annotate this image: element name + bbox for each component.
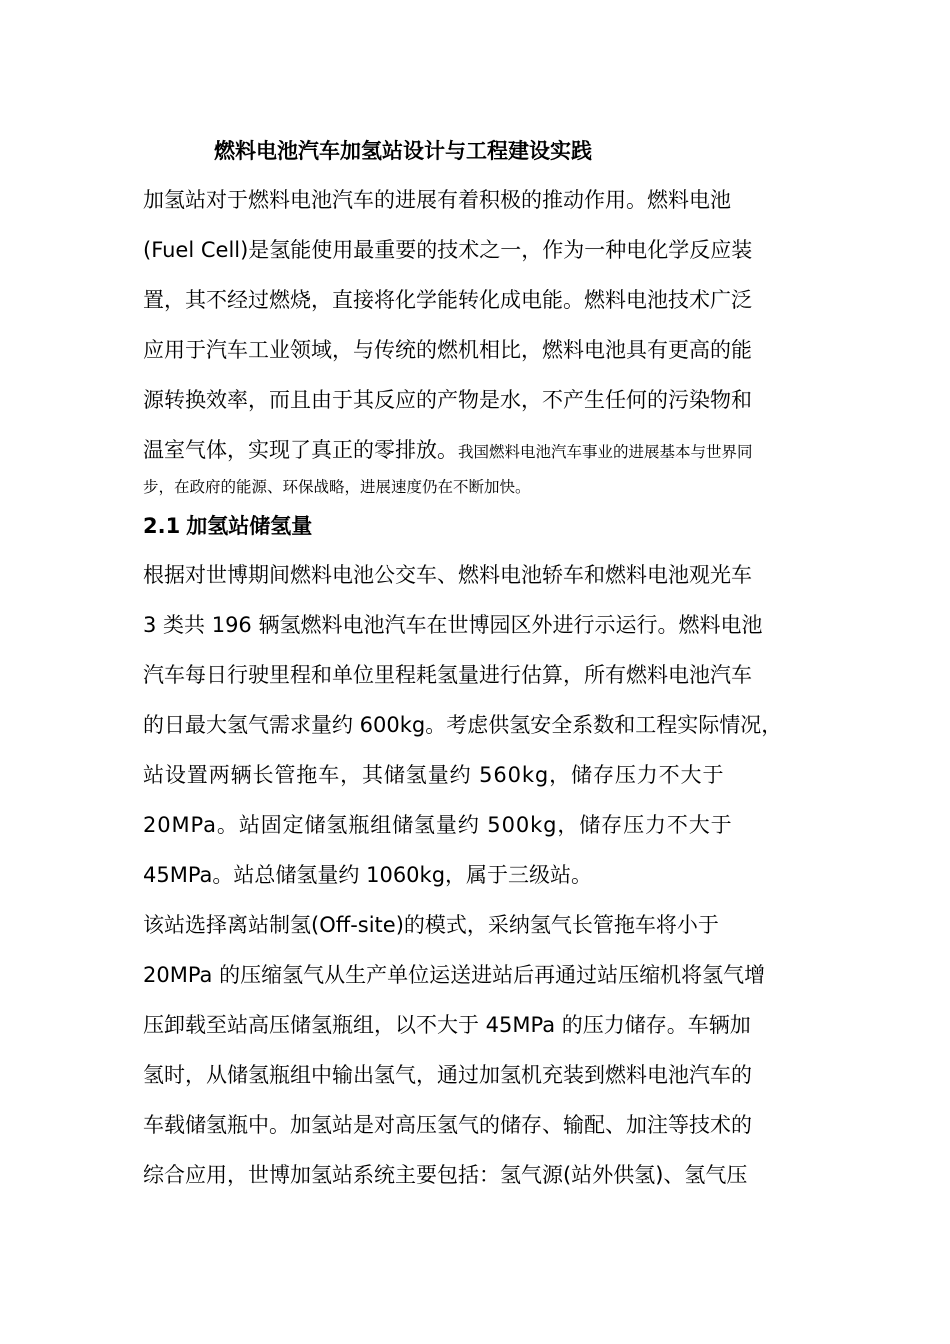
section-title: 加氢站储氢量 [186,514,313,538]
paragraph-line: 加氢站对于燃料电池汽车的进展有着积极的推动作用。燃料电池 [143,188,731,212]
paragraph-line: 源转换效率，而且由于其反应的产物是水，不产生任何的污染物和 [143,388,752,412]
paragraph-line: 的日最大氢气需求量约 600kg。考虑供氢安全系数和工程实际情况， [143,713,783,737]
paragraph-line: 根据对世博期间燃料电池公交车、燃料电池轿车和燃料电池观光车 [143,563,752,587]
paragraph-line: 置，其不经过燃烧，直接将化学能转化成电能。燃料电池技术广泛 [143,288,752,312]
paragraph-line: (Fuel Cell)是氢能使用最重要的技术之一，作为一种电化学反应装 [143,238,753,262]
paragraph-line: 车载储氢瓶中。加氢站是对高压氢气的储存、输配、加注等技术的 [143,1113,752,1137]
paragraph-small-text: 我国燃料电池汽车事业的进展基本与世界同 [458,443,753,461]
paragraph-line: 应用于汽车工业领域，与传统的燃机相比，燃料电池具有更高的能 [143,338,752,362]
section-heading [143,512,312,540]
paragraph-line: 20MPa。站固定储氢瓶组储氢量约 500kg，储存压力不大于 [143,813,733,837]
paragraph-line: 3 类共 196 辆氢燃料电池汽车在世博园区外进行示运行。燃料电池 [143,613,763,637]
paragraph-line: 45MPa。站总储氢量约 1060kg，属于三级站。 [143,863,593,887]
paragraph-line: 综合应用，世博加氢站系统主要包括：氢气源(站外供氢)、氢气压 [143,1163,748,1187]
paragraph-line: 汽车每日行驶里程和单位里程耗氢量进行估算，所有燃料电池汽车 [143,663,752,687]
paragraph-line: 20MPa 的压缩氢气从生产单位运送进站后再通过站压缩机将氢气增 [143,963,766,987]
paragraph-line: 站设置两辆长管拖车，其储氢量约 560kg，储存压力不大于 [143,763,725,787]
paragraph-line: 该站选择离站制氢(Off-site)的模式，采纳氢气长管拖车将小于 [143,913,719,937]
paragraph-line: 氢时，从储氢瓶组中输出氢气，通过加氢机充装到燃料电池汽车的 [143,1063,752,1087]
paragraph-line: 压卸载至站高压储氢瓶组，以不大于 45MPa 的压力储存。车辆加 [143,1013,751,1037]
paragraph-text: 温室气体，实现了真正的零排放。 [143,438,458,462]
paragraph-line [143,436,753,466]
section-number: 2.1 [143,514,181,538]
paragraph-small-line: 步，在政府的能源、环保战略，进展速度仍在不断加快。 [143,478,531,496]
document-title: 燃料电池汽车加氢站设计与工程建设实践 [214,139,592,163]
